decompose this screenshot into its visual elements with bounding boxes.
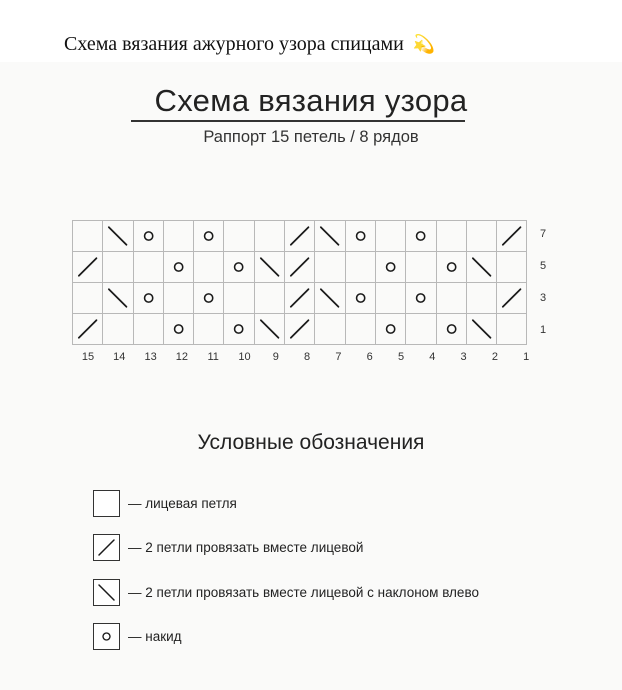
chart-cell (255, 283, 285, 314)
chart-cell (406, 252, 436, 283)
chart-cell (467, 221, 497, 252)
yarn-over-icon (346, 283, 375, 313)
yarn-over-icon (94, 624, 119, 649)
chart-cell (406, 283, 436, 314)
post-caption (64, 33, 435, 56)
yarn-over-icon (134, 283, 163, 313)
knitting-chart-grid (72, 220, 527, 345)
chart-cell (194, 221, 224, 252)
chart-cell (437, 221, 467, 252)
chart-cell (437, 314, 467, 345)
chart-cell (103, 283, 133, 314)
right-slant-icon (497, 221, 526, 251)
chart-cell (467, 283, 497, 314)
right-slant-icon (285, 283, 314, 313)
chart-cell (315, 314, 345, 345)
right-slant-icon (285, 252, 314, 282)
yarn-over-icon (164, 252, 193, 282)
left-slant-icon (94, 580, 119, 605)
column-number: 11 (207, 351, 219, 363)
chart-cell (194, 252, 224, 283)
chart-cell (376, 314, 406, 345)
chart-cell (315, 221, 345, 252)
chart-cell (346, 314, 376, 345)
row-number: 5 (539, 260, 547, 272)
chart-cell (497, 314, 527, 345)
yarn-over-icon (134, 221, 163, 251)
title-underline (131, 120, 465, 122)
chart-cell (346, 283, 376, 314)
chart-cell (255, 252, 285, 283)
chart-cell (194, 314, 224, 345)
legend-label: — накид (128, 629, 182, 644)
chart-cell (285, 314, 315, 345)
chart-cell (134, 314, 164, 345)
right-slant-icon (73, 252, 102, 282)
chart-cell (194, 283, 224, 314)
legend-item (93, 533, 363, 563)
chart-cell (376, 283, 406, 314)
chart-cell (164, 252, 194, 283)
column-number: 10 (238, 351, 251, 363)
legend-item (93, 622, 182, 652)
chart-cell (255, 314, 285, 345)
column-number: 4 (429, 351, 436, 363)
chart-cell (103, 314, 133, 345)
row-number: 7 (539, 228, 547, 240)
left-slant-icon (255, 314, 284, 344)
legend-swatch (93, 579, 120, 606)
column-number: 9 (272, 351, 279, 363)
yarn-over-icon (346, 221, 375, 251)
chart-cell (103, 221, 133, 252)
column-number: 1 (523, 351, 530, 363)
chart-cell (224, 314, 254, 345)
chart-cell (164, 314, 194, 345)
left-slant-icon (467, 252, 496, 282)
row-number: 3 (539, 292, 547, 304)
chart-cell (346, 252, 376, 283)
left-slant-icon (315, 221, 344, 251)
chart-cell (73, 314, 103, 345)
right-slant-icon (285, 314, 314, 344)
yarn-over-icon (406, 283, 435, 313)
column-number: 2 (491, 351, 498, 363)
column-number: 5 (397, 351, 405, 363)
chart-cell (285, 252, 315, 283)
chart-cell (255, 221, 285, 252)
chart-cell (224, 283, 254, 314)
yarn-over-icon (437, 252, 466, 282)
chart-cell (497, 252, 527, 283)
chart-cell (406, 221, 436, 252)
legend-label: — 2 петли провязать вместе лицевой с наклоном влево (128, 584, 479, 600)
chart-cell (285, 283, 315, 314)
chart-cell (285, 221, 315, 252)
chart-cell (315, 252, 345, 283)
chart-cell (497, 283, 527, 314)
legend-item (93, 577, 479, 607)
chart-cell (467, 252, 497, 283)
chart-cell (164, 283, 194, 314)
left-slant-icon (103, 221, 132, 251)
left-slant-icon (315, 283, 344, 313)
chart-cell (164, 221, 194, 252)
right-slant-icon (94, 535, 119, 560)
chart-cell (467, 314, 497, 345)
column-number: 8 (304, 351, 311, 363)
chart-cell (73, 221, 103, 252)
legend-swatch (93, 534, 120, 561)
yarn-over-icon (194, 221, 223, 251)
column-number: 12 (175, 351, 189, 363)
chart-cell (315, 283, 345, 314)
yarn-over-icon (164, 314, 193, 344)
chart-cell (134, 252, 164, 283)
yarn-over-icon (437, 314, 466, 344)
chart-cell (73, 283, 103, 314)
right-slant-icon (73, 314, 102, 344)
chart-cell (437, 283, 467, 314)
left-slant-icon (467, 314, 496, 344)
post-caption-text: Схема вязания ажурного узора спицами (64, 33, 404, 55)
legend-swatch (93, 623, 120, 650)
legend-item (93, 488, 237, 518)
yarn-over-icon (406, 221, 435, 251)
legend-label: — лицевая петля (128, 495, 237, 511)
chart-cell (437, 252, 467, 283)
chart-cell (134, 283, 164, 314)
left-slant-icon (103, 283, 132, 313)
legend-title: Условные обозначения (197, 431, 425, 454)
chart-cell (134, 221, 164, 252)
chart-cell (497, 221, 527, 252)
column-number: 15 (81, 351, 95, 363)
chart-cell (406, 314, 436, 345)
yarn-over-icon (224, 314, 253, 344)
column-number: 13 (144, 351, 157, 363)
chart-subtitle: Раппорт 15 петель / 8 рядов (203, 128, 419, 146)
yarn-over-icon (224, 252, 253, 282)
left-slant-icon (255, 252, 284, 282)
yarn-over-icon (194, 283, 223, 313)
yarn-over-icon (376, 252, 405, 282)
column-number: 6 (366, 351, 373, 363)
legend-label: — 2 петли провязать вместе лицевой (128, 540, 364, 555)
chart-cell (73, 252, 103, 283)
chart-cell (224, 221, 254, 252)
chart-cell (346, 221, 376, 252)
chart-title: Схема вязания узора (154, 83, 468, 118)
row-number: 1 (539, 324, 547, 336)
chart-cell (376, 252, 406, 283)
column-number: 7 (335, 351, 342, 363)
sparkle-icon: 💫 (412, 34, 436, 54)
chart-cell (224, 252, 254, 283)
right-slant-icon (285, 221, 314, 251)
yarn-over-icon (376, 314, 405, 344)
knit-stitch-icon (93, 490, 120, 517)
right-slant-icon (497, 283, 526, 313)
column-number: 3 (460, 351, 467, 363)
chart-cell (376, 221, 406, 252)
column-number: 14 (113, 351, 126, 363)
chart-cell (103, 252, 133, 283)
